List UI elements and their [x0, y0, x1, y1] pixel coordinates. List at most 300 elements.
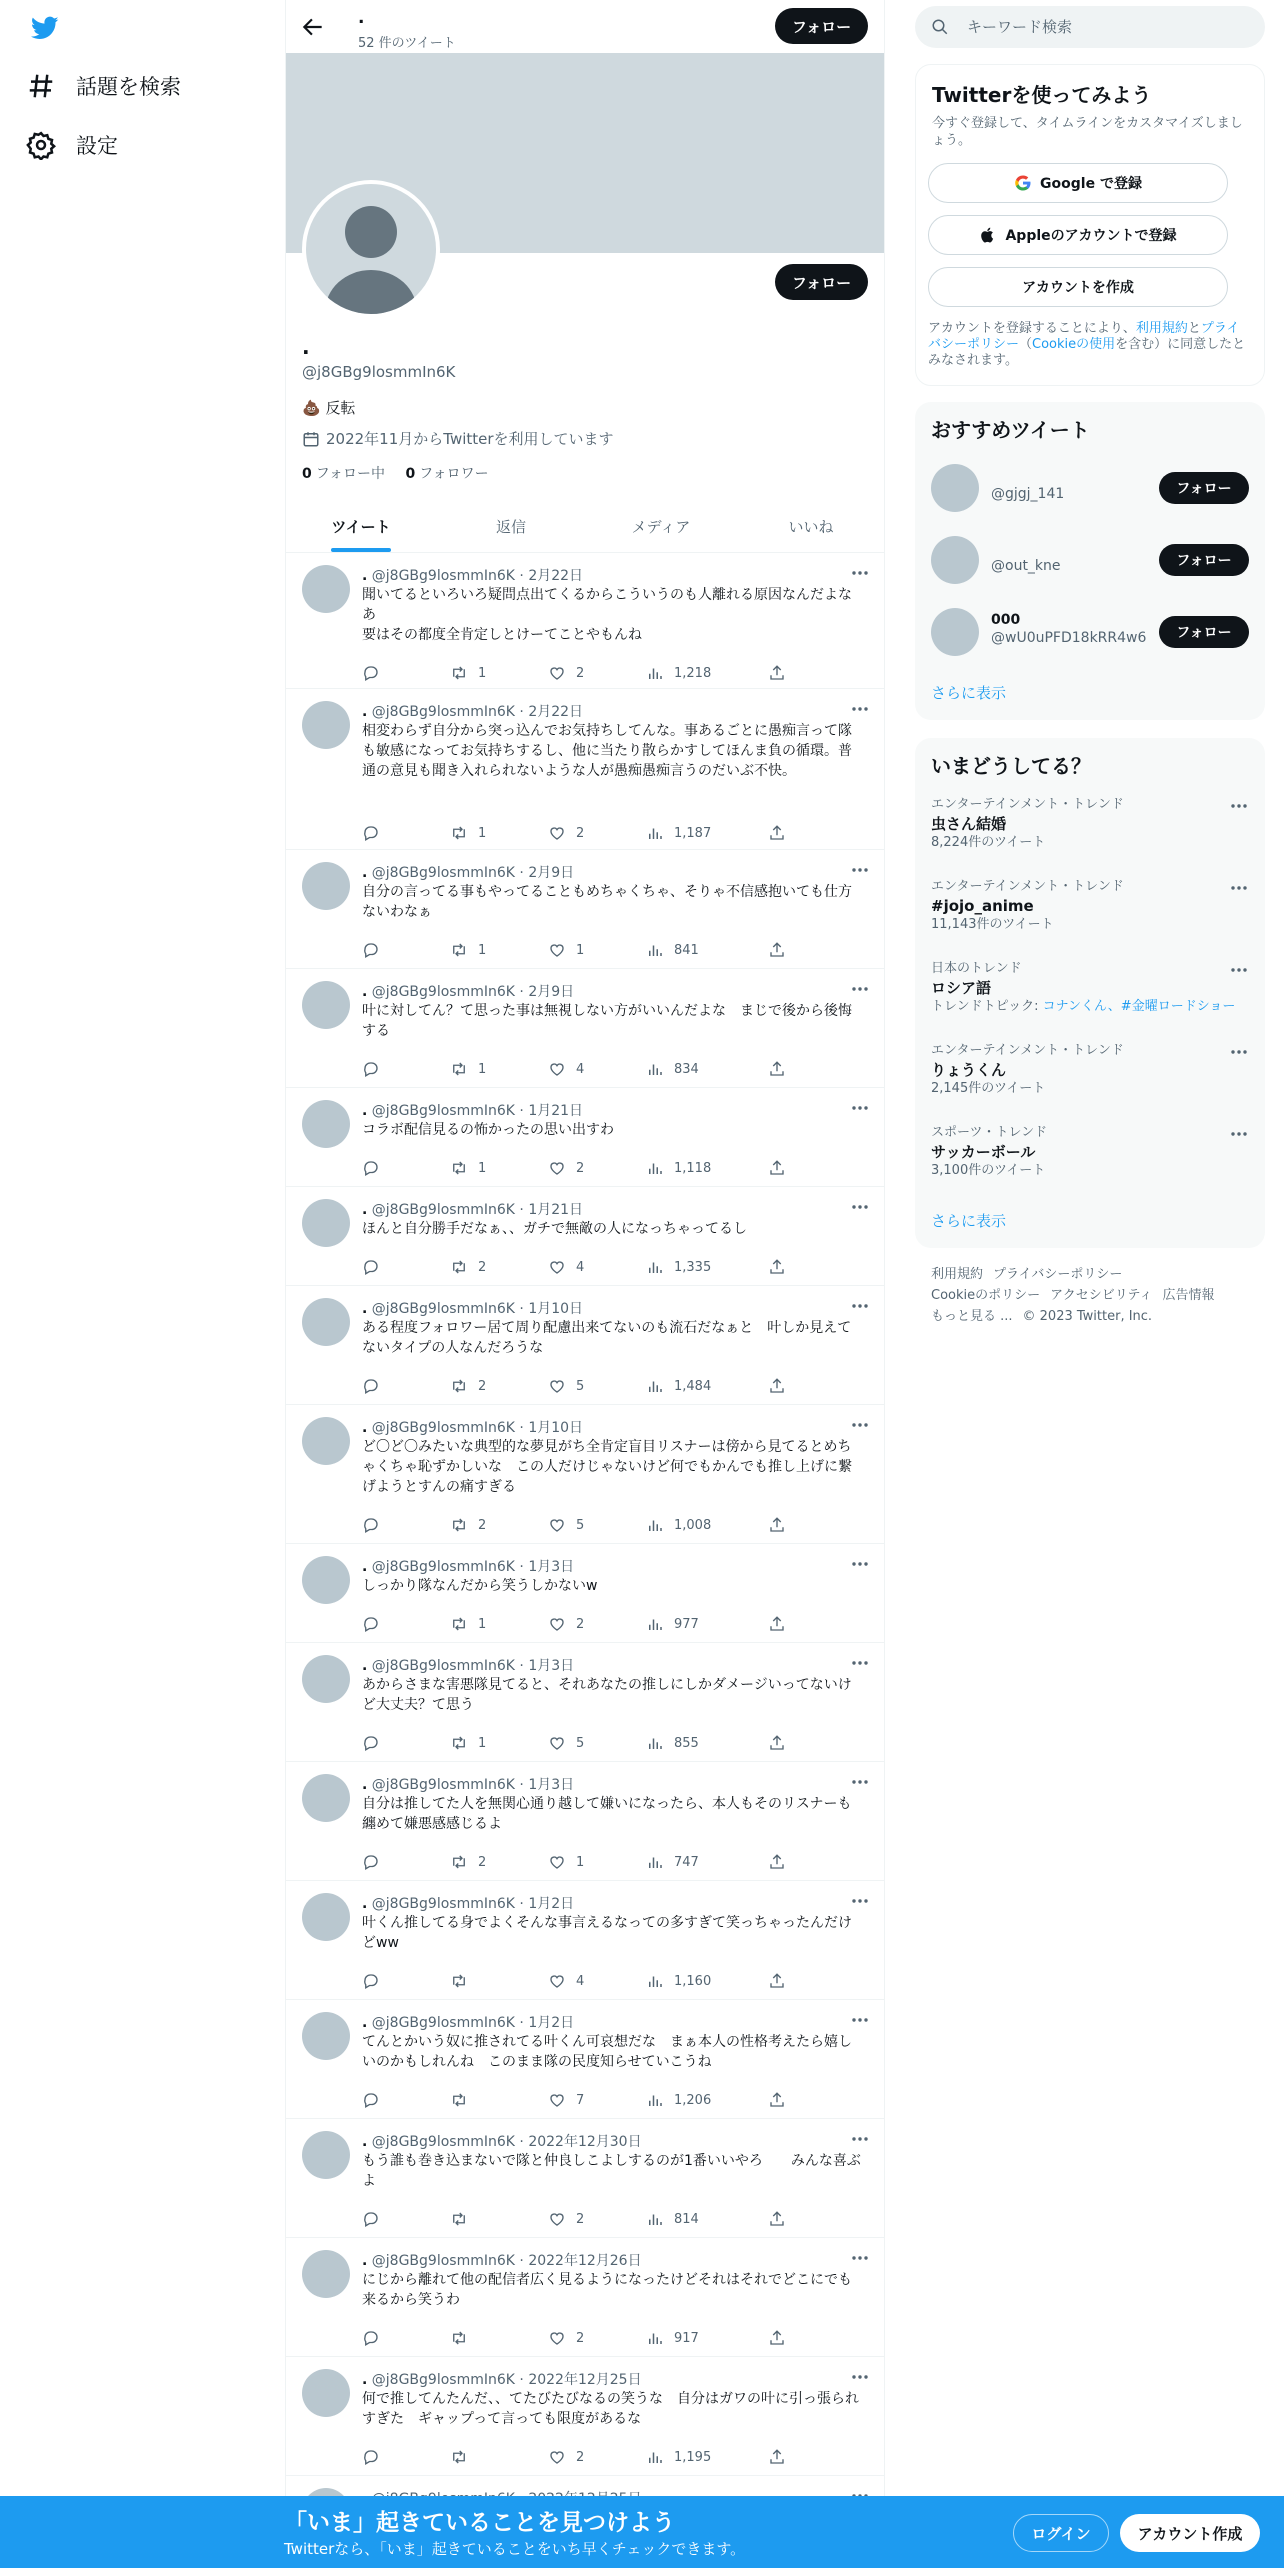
tweet-header: . @j8GBg9losmmIn6K · 1月21日 — [362, 1202, 584, 1218]
retweet-button[interactable] — [450, 1852, 486, 1872]
tweet-header: . @j8GBg9losmmIn6K · 2月9日 — [362, 865, 575, 881]
tweet-author-handle[interactable]: @j8GBg9losmmIn6K — [371, 2134, 515, 2150]
tweet-author-name[interactable]: . — [362, 1202, 368, 1218]
tab-media[interactable]: メディア — [631, 517, 691, 536]
heart-icon — [548, 1853, 576, 1871]
more-options-icon[interactable] — [1229, 798, 1249, 814]
reply-icon — [362, 1734, 390, 1752]
recommended-user[interactable] — [931, 602, 1249, 658]
tweet-text: コラボ配信見るの怖かったの思い出すわ — [362, 1122, 614, 1138]
tab-likes[interactable]: いいね — [788, 517, 834, 536]
views-button[interactable] — [646, 1733, 699, 1753]
share-button[interactable] — [768, 1614, 796, 1634]
view-count: 1,160 — [674, 1973, 712, 1989]
like-count: 2 — [576, 1616, 585, 1632]
views-button[interactable] — [646, 1376, 711, 1396]
recommended-more-link[interactable]: さらに表示 — [931, 684, 1007, 702]
tab-tweets[interactable]: ツイート — [286, 500, 436, 552]
tweet-author-handle[interactable]: @j8GBg9losmmIn6K — [371, 1777, 515, 1793]
left-nav — [0, 0, 285, 2568]
views-button[interactable] — [646, 823, 711, 843]
retweet-button[interactable] — [450, 2209, 478, 2229]
tweet-avatar[interactable] — [302, 1893, 350, 1941]
trend-context: エンターテインメント・トレンド — [931, 797, 1124, 812]
share-button[interactable] — [768, 663, 796, 683]
tweet-author-handle[interactable]: @j8GBg9losmmIn6K — [371, 1420, 515, 1436]
more-options-icon[interactable] — [1229, 962, 1249, 978]
view-count: 814 — [674, 2211, 699, 2227]
tweet-author-name[interactable]: . — [362, 2372, 368, 2388]
tweet-avatar[interactable] — [302, 2250, 350, 2298]
more-options-icon[interactable] — [850, 701, 870, 717]
reply-button[interactable] — [362, 1971, 390, 1991]
like-button[interactable] — [548, 663, 584, 683]
tweet-avatar[interactable] — [302, 2131, 350, 2179]
tweet-date[interactable]: 2月9日 — [528, 984, 575, 1000]
views-button[interactable] — [646, 940, 699, 960]
share-button[interactable] — [768, 1733, 796, 1753]
share-icon — [768, 2448, 796, 2466]
view-count: 1,206 — [674, 2092, 712, 2108]
reply-icon — [362, 1060, 390, 1078]
apple-icon — [979, 226, 997, 244]
tweet-date[interactable]: 1月3日 — [528, 1559, 575, 1575]
nav-settings-label: 設定 — [76, 134, 118, 158]
tweet-author-name[interactable]: . — [362, 2253, 368, 2269]
tweet-author-name[interactable]: . — [362, 865, 368, 881]
more-options-icon[interactable] — [1229, 1044, 1249, 1060]
reply-button[interactable] — [362, 1158, 390, 1178]
header-follow-button[interactable]: フォロー — [775, 8, 868, 44]
reply-button[interactable] — [362, 2447, 390, 2467]
tweet-avatar[interactable] — [302, 1556, 350, 1604]
reply-button[interactable] — [362, 2209, 390, 2229]
tweet-author-handle[interactable]: @j8GBg9losmmIn6K — [371, 1896, 515, 1912]
tweet-author-name[interactable]: . — [362, 1301, 368, 1317]
like-button[interactable] — [548, 1376, 584, 1396]
tweet-avatar[interactable] — [302, 2012, 350, 2060]
tweet-date[interactable]: 1月21日 — [528, 1103, 584, 1119]
more-options-icon[interactable] — [850, 1655, 870, 1671]
retweet-button[interactable] — [450, 663, 486, 683]
views-button[interactable] — [646, 2447, 711, 2467]
views-button[interactable] — [646, 1614, 699, 1634]
tweet-date[interactable]: 1月10日 — [528, 1420, 584, 1436]
more-options-icon[interactable] — [850, 1893, 870, 1909]
tweet-author-handle[interactable]: @j8GBg9losmmIn6K — [371, 568, 515, 584]
share-button[interactable] — [768, 1515, 796, 1535]
reply-button[interactable] — [362, 663, 390, 683]
like-button[interactable] — [548, 2090, 584, 2110]
more-options-icon[interactable] — [1229, 1126, 1249, 1142]
views-button[interactable] — [646, 1257, 711, 1277]
tweet-author-name[interactable]: . — [362, 704, 368, 720]
heart-icon — [548, 2448, 576, 2466]
more-options-icon[interactable] — [850, 1199, 870, 1215]
share-button[interactable] — [768, 1059, 796, 1079]
tweet-date[interactable]: 2月9日 — [528, 865, 575, 881]
retweet-button[interactable] — [450, 2328, 478, 2348]
footer-link[interactable]: 利用規約 — [931, 1267, 984, 1282]
tweet-date[interactable]: 1月2日 — [528, 2015, 575, 2031]
share-button[interactable] — [768, 940, 796, 960]
tweet-actions — [362, 2328, 782, 2348]
retweet-icon — [450, 1853, 478, 1871]
tweet-text: にじから離れて他の配信者広く見るようになったけどそれはそれでどこにでも来るから笑うわ — [362, 2272, 852, 2308]
retweet-button[interactable] — [450, 1515, 486, 1535]
trend-context: スポーツ・トレンド — [931, 1125, 1048, 1140]
more-options-icon[interactable] — [850, 2369, 870, 2385]
trend-item[interactable] — [931, 1042, 1249, 1112]
profile-follow-button[interactable]: フォロー — [775, 264, 868, 300]
like-button[interactable] — [548, 940, 584, 960]
heart-icon — [548, 2329, 576, 2347]
tweet-avatar[interactable] — [302, 1774, 350, 1822]
tweet-header: . @j8GBg9losmmIn6K · 1月10日 — [362, 1301, 584, 1317]
trend-item[interactable] — [931, 960, 1249, 1030]
tweet[interactable] — [286, 2119, 885, 2238]
retweet-button[interactable] — [450, 940, 486, 960]
more-options-icon[interactable] — [850, 862, 870, 878]
recommended-user[interactable] — [931, 530, 1249, 586]
tweet[interactable] — [286, 1088, 885, 1187]
retweet-icon — [450, 1060, 478, 1078]
tweet[interactable] — [286, 1643, 885, 1762]
share-button[interactable] — [768, 1852, 796, 1872]
search-icon — [931, 18, 949, 36]
like-button[interactable] — [548, 1733, 584, 1753]
reply-icon — [362, 2210, 390, 2228]
reply-icon — [362, 2448, 390, 2466]
footer-link[interactable]: プライバシーポリシー — [993, 1267, 1123, 1282]
view-count: 1,484 — [674, 1378, 712, 1394]
like-button[interactable] — [548, 1852, 584, 1872]
user-avatar[interactable] — [931, 464, 979, 512]
like-button[interactable] — [548, 823, 584, 843]
more-options-icon[interactable] — [850, 1556, 870, 1572]
tweet-date[interactable]: 1月21日 — [528, 1202, 584, 1218]
views-button[interactable] — [646, 1971, 711, 1991]
tweet-avatar[interactable] — [302, 1655, 350, 1703]
search-input[interactable] — [967, 18, 1227, 36]
tweet-author-handle[interactable]: @j8GBg9losmmIn6K — [371, 704, 515, 720]
share-button[interactable] — [768, 1158, 796, 1178]
google-signup-button[interactable]: Google で登録 — [928, 163, 1228, 203]
tweet-author-name[interactable]: . — [362, 2015, 368, 2031]
views-icon — [646, 1516, 674, 1534]
heart-icon — [548, 1377, 576, 1395]
share-button[interactable] — [768, 1971, 796, 1991]
like-button[interactable] — [548, 1059, 584, 1079]
retweet-count: 1 — [478, 1160, 487, 1176]
tweet[interactable] — [286, 850, 885, 969]
reply-button[interactable] — [362, 823, 390, 843]
views-button[interactable] — [646, 2090, 711, 2110]
signup-button[interactable]: アカウント作成 — [1120, 2514, 1260, 2552]
tweet-date[interactable]: 1月2日 — [528, 1896, 575, 1912]
tweet-date[interactable]: 2月22日 — [528, 704, 584, 720]
tweet[interactable] — [286, 689, 885, 850]
like-count: 4 — [576, 1061, 585, 1077]
follow-button[interactable]: フォロー — [1159, 616, 1249, 648]
tweet-author-handle[interactable]: @j8GBg9losmmIn6K — [371, 1301, 515, 1317]
tweet-avatar[interactable] — [302, 565, 350, 613]
tweet-author-handle[interactable]: @j8GBg9losmmIn6K — [371, 2253, 515, 2269]
views-icon — [646, 1258, 674, 1276]
like-button[interactable] — [548, 2447, 584, 2467]
views-button[interactable] — [646, 2209, 699, 2229]
joined-text: 2022年11月からTwitterを利用しています — [326, 430, 614, 448]
tweet[interactable] — [286, 2238, 885, 2357]
reply-button[interactable] — [362, 2328, 390, 2348]
recommended-user[interactable] — [931, 458, 1249, 514]
tab-replies[interactable]: 返信 — [495, 517, 526, 536]
tweet-avatar[interactable] — [302, 981, 350, 1029]
tweet-date[interactable]: 1月3日 — [528, 1777, 575, 1793]
followers-link[interactable]: 0 フォロワー — [405, 466, 489, 482]
more-options-icon[interactable] — [1229, 880, 1249, 896]
heart-icon — [548, 824, 576, 842]
footer-link[interactable]: 広告情報 — [1162, 1288, 1215, 1303]
tweet-author-name[interactable]: . — [362, 1103, 368, 1119]
joined-date — [302, 428, 614, 449]
retweet-icon — [450, 941, 478, 959]
tweet-author-handle[interactable]: @j8GBg9losmmIn6K — [371, 1658, 515, 1674]
reply-button[interactable] — [362, 1733, 390, 1753]
reply-button[interactable] — [362, 1614, 390, 1634]
tweet-avatar[interactable] — [302, 1199, 350, 1247]
share-icon — [768, 1734, 796, 1752]
tweet-avatar[interactable] — [302, 2369, 350, 2417]
nav-settings[interactable] — [26, 123, 118, 167]
reply-button[interactable] — [362, 1376, 390, 1396]
tweet-author-handle[interactable]: @j8GBg9losmmIn6K — [371, 2372, 515, 2388]
tweet-avatar[interactable] — [302, 862, 350, 910]
profile-avatar[interactable] — [302, 180, 440, 318]
views-button[interactable] — [646, 2328, 699, 2348]
more-options-icon[interactable] — [850, 2131, 870, 2147]
tweet[interactable] — [286, 2000, 885, 2119]
views-icon — [646, 1377, 674, 1395]
tweet-actions — [362, 940, 782, 960]
hashtag-icon — [26, 71, 56, 101]
retweet-icon — [450, 2448, 478, 2466]
share-button[interactable] — [768, 1376, 796, 1396]
cookie-link[interactable]: Cookieの使用 — [1032, 337, 1116, 352]
trend-count: 11,143件のツイート — [931, 917, 1054, 932]
tweet-header: . @j8GBg9losmmIn6K · 2022年12月30日 — [362, 2134, 642, 2150]
retweet-button[interactable] — [450, 2447, 478, 2467]
tweet[interactable] — [286, 1405, 885, 1544]
tweet-text: もう誰も巻き込まないで隊と仲良しこよしするのが1番いいやろ みんな喜ぶよ — [362, 2153, 861, 2189]
tweet[interactable] — [286, 1762, 885, 1881]
tweet-author-handle[interactable]: @j8GBg9losmmIn6K — [371, 984, 515, 1000]
tweet-date[interactable]: 2月22日 — [528, 568, 584, 584]
trend-title: 虫さん結婚 — [931, 815, 1007, 833]
share-button[interactable] — [768, 823, 796, 843]
tweet-author-name[interactable]: . — [362, 1420, 368, 1436]
bottom-bar-subtitle: Twitterなら、「いま」起きていることをいち早くチェックできます。 — [284, 2540, 746, 2558]
follow-button[interactable]: フォロー — [1159, 544, 1249, 576]
retweet-icon — [450, 1258, 478, 1276]
views-button[interactable] — [646, 1158, 711, 1178]
tweet-author-name[interactable]: . — [362, 984, 368, 1000]
tweet-date[interactable]: 2022年12月25日 — [528, 2372, 642, 2388]
login-button[interactable]: ログイン — [1013, 2514, 1109, 2552]
tweet[interactable] — [286, 2357, 885, 2476]
follow-button[interactable]: フォロー — [1159, 472, 1249, 504]
user-handle: @out_kne — [991, 558, 1061, 574]
like-count: 2 — [576, 1160, 585, 1176]
reply-button[interactable] — [362, 1257, 390, 1277]
tweet-author-handle[interactable]: @j8GBg9losmmIn6K — [371, 1202, 515, 1218]
retweet-button[interactable] — [450, 1376, 486, 1396]
share-button[interactable] — [768, 2090, 796, 2110]
search-box[interactable] — [915, 6, 1265, 48]
trend-count: 8,224件のツイート — [931, 835, 1046, 850]
retweet-button[interactable] — [450, 823, 486, 843]
view-count: 1,008 — [674, 1517, 712, 1533]
privacy-link[interactable]: プライバシーポリシー — [928, 321, 1240, 352]
more-options-icon[interactable] — [850, 565, 870, 581]
reply-button[interactable] — [362, 2090, 390, 2110]
create-account-button[interactable]: アカウントを作成 — [928, 267, 1228, 307]
tweet[interactable] — [286, 1187, 885, 1286]
share-icon — [768, 1615, 796, 1633]
tweet-author-name[interactable]: . — [362, 568, 368, 584]
tweet[interactable] — [286, 1881, 885, 2000]
footer-link[interactable]: アクセシビリティ — [1050, 1288, 1153, 1303]
retweet-count: 2 — [478, 1854, 487, 1870]
footer-link[interactable]: Cookieのポリシー — [931, 1288, 1041, 1303]
tweet-avatar[interactable] — [302, 1298, 350, 1346]
tweet-author-name[interactable]: . — [362, 1896, 368, 1912]
share-button[interactable] — [768, 2209, 796, 2229]
tweet-author-name[interactable]: . — [362, 1777, 368, 1793]
view-count: 747 — [674, 1854, 699, 1870]
reply-button[interactable] — [362, 1059, 390, 1079]
user-avatar[interactable] — [931, 536, 979, 584]
tweet-author-name[interactable]: . — [362, 1559, 368, 1575]
like-button[interactable] — [548, 1614, 584, 1634]
tweet-author-name[interactable]: . — [362, 1658, 368, 1674]
share-button[interactable] — [768, 1257, 796, 1277]
trend-item[interactable] — [931, 878, 1249, 948]
tweet[interactable] — [286, 1286, 885, 1405]
header-profile-name: . — [358, 8, 365, 28]
twitter-logo-icon[interactable] — [28, 14, 62, 42]
more-options-icon[interactable] — [850, 1100, 870, 1116]
retweet-button[interactable] — [450, 2090, 478, 2110]
reply-button[interactable] — [362, 1515, 390, 1535]
like-button[interactable] — [548, 1971, 584, 1991]
like-button[interactable] — [548, 1158, 584, 1178]
terms-link[interactable]: 利用規約 — [1135, 321, 1188, 336]
tweet-author-handle[interactable]: @j8GBg9losmmIn6K — [371, 865, 515, 881]
more-options-icon[interactable] — [850, 1417, 870, 1433]
views-button[interactable] — [646, 1515, 711, 1535]
retweet-button[interactable] — [450, 1614, 486, 1634]
retweet-count: 1 — [478, 825, 487, 841]
views-icon — [646, 941, 674, 959]
reply-button[interactable] — [362, 940, 390, 960]
tweet-header: . @j8GBg9losmmIn6K · 1月2日 — [362, 2015, 575, 2031]
tweet-date[interactable]: 1月3日 — [528, 1658, 575, 1674]
retweet-button[interactable] — [450, 1733, 486, 1753]
views-icon — [646, 1734, 674, 1752]
retweet-button[interactable] — [450, 1257, 486, 1277]
tweet-author-handle[interactable]: @j8GBg9losmmIn6K — [371, 1559, 515, 1575]
retweet-button[interactable] — [450, 1158, 486, 1178]
tweet-avatar[interactable] — [302, 1417, 350, 1465]
retweet-button[interactable] — [450, 1059, 486, 1079]
view-count: 1,187 — [674, 825, 712, 841]
share-icon — [768, 1853, 796, 1871]
nav-explore[interactable] — [26, 64, 181, 108]
retweet-button[interactable] — [450, 1971, 478, 1991]
more-options-icon[interactable] — [850, 2012, 870, 2028]
like-button[interactable] — [548, 2209, 584, 2229]
tweet-actions — [362, 1257, 782, 1277]
views-button[interactable] — [646, 1059, 699, 1079]
nav-explore-label: 話題を検索 — [76, 75, 181, 99]
tweet-author-handle[interactable]: @j8GBg9losmmIn6K — [371, 2015, 515, 2031]
tweet-avatar[interactable] — [302, 701, 350, 749]
reply-icon — [362, 1258, 390, 1276]
trends-more-link[interactable]: さらに表示 — [931, 1212, 1007, 1230]
tweet-date[interactable]: 2022年12月26日 — [528, 2253, 642, 2269]
like-count: 2 — [576, 2449, 585, 2465]
like-button[interactable] — [548, 1257, 584, 1277]
tweet-date[interactable]: 2022年12月30日 — [528, 2134, 642, 2150]
tweet-date[interactable]: 1月10日 — [528, 1301, 584, 1317]
apple-signup-button[interactable]: Appleのアカウントで登録 — [928, 215, 1228, 255]
tweet[interactable] — [286, 553, 885, 689]
trend-item[interactable] — [931, 1124, 1249, 1194]
following-link[interactable]: 0 フォロー中 — [302, 466, 386, 482]
trend-item[interactable] — [931, 796, 1249, 866]
share-button[interactable] — [768, 2447, 796, 2467]
tweet[interactable] — [286, 969, 885, 1088]
footer-more-link[interactable]: もっと見る ... — [931, 1309, 1013, 1324]
copyright: © 2023 Twitter, Inc. — [1022, 1309, 1153, 1324]
views-button[interactable] — [646, 1852, 699, 1872]
like-button[interactable] — [548, 2328, 584, 2348]
tweet-author-handle[interactable]: @j8GBg9losmmIn6K — [371, 1103, 515, 1119]
more-options-icon[interactable] — [850, 1774, 870, 1790]
tweet-author-name[interactable]: . — [362, 2134, 368, 2150]
more-options-icon[interactable] — [850, 981, 870, 997]
like-button[interactable] — [548, 1515, 584, 1535]
google-icon — [1014, 174, 1032, 192]
trend-title: りょうくん — [931, 1061, 1007, 1079]
sidebar-right — [915, 0, 1265, 2568]
back-arrow-icon[interactable] — [300, 14, 326, 40]
reply-button[interactable] — [362, 1852, 390, 1872]
user-avatar[interactable] — [931, 608, 979, 656]
view-count: 1,195 — [674, 2449, 712, 2465]
user-handle: @wU0uPFD18kRR4w6 — [991, 630, 1147, 646]
tweet-avatar[interactable] — [302, 1100, 350, 1148]
tweet-text: 叶に対してん？て思った事は無視しない方がいいんだよな まじで後から後悔する — [362, 1003, 852, 1039]
more-options-icon[interactable] — [850, 1298, 870, 1314]
views-button[interactable] — [646, 663, 711, 683]
tweet[interactable] — [286, 1544, 885, 1643]
more-options-icon[interactable] — [850, 2250, 870, 2266]
trend-title: #jojo_anime — [931, 897, 1034, 915]
share-button[interactable] — [768, 2328, 796, 2348]
profile-bio: 💩 反転 — [302, 399, 356, 417]
